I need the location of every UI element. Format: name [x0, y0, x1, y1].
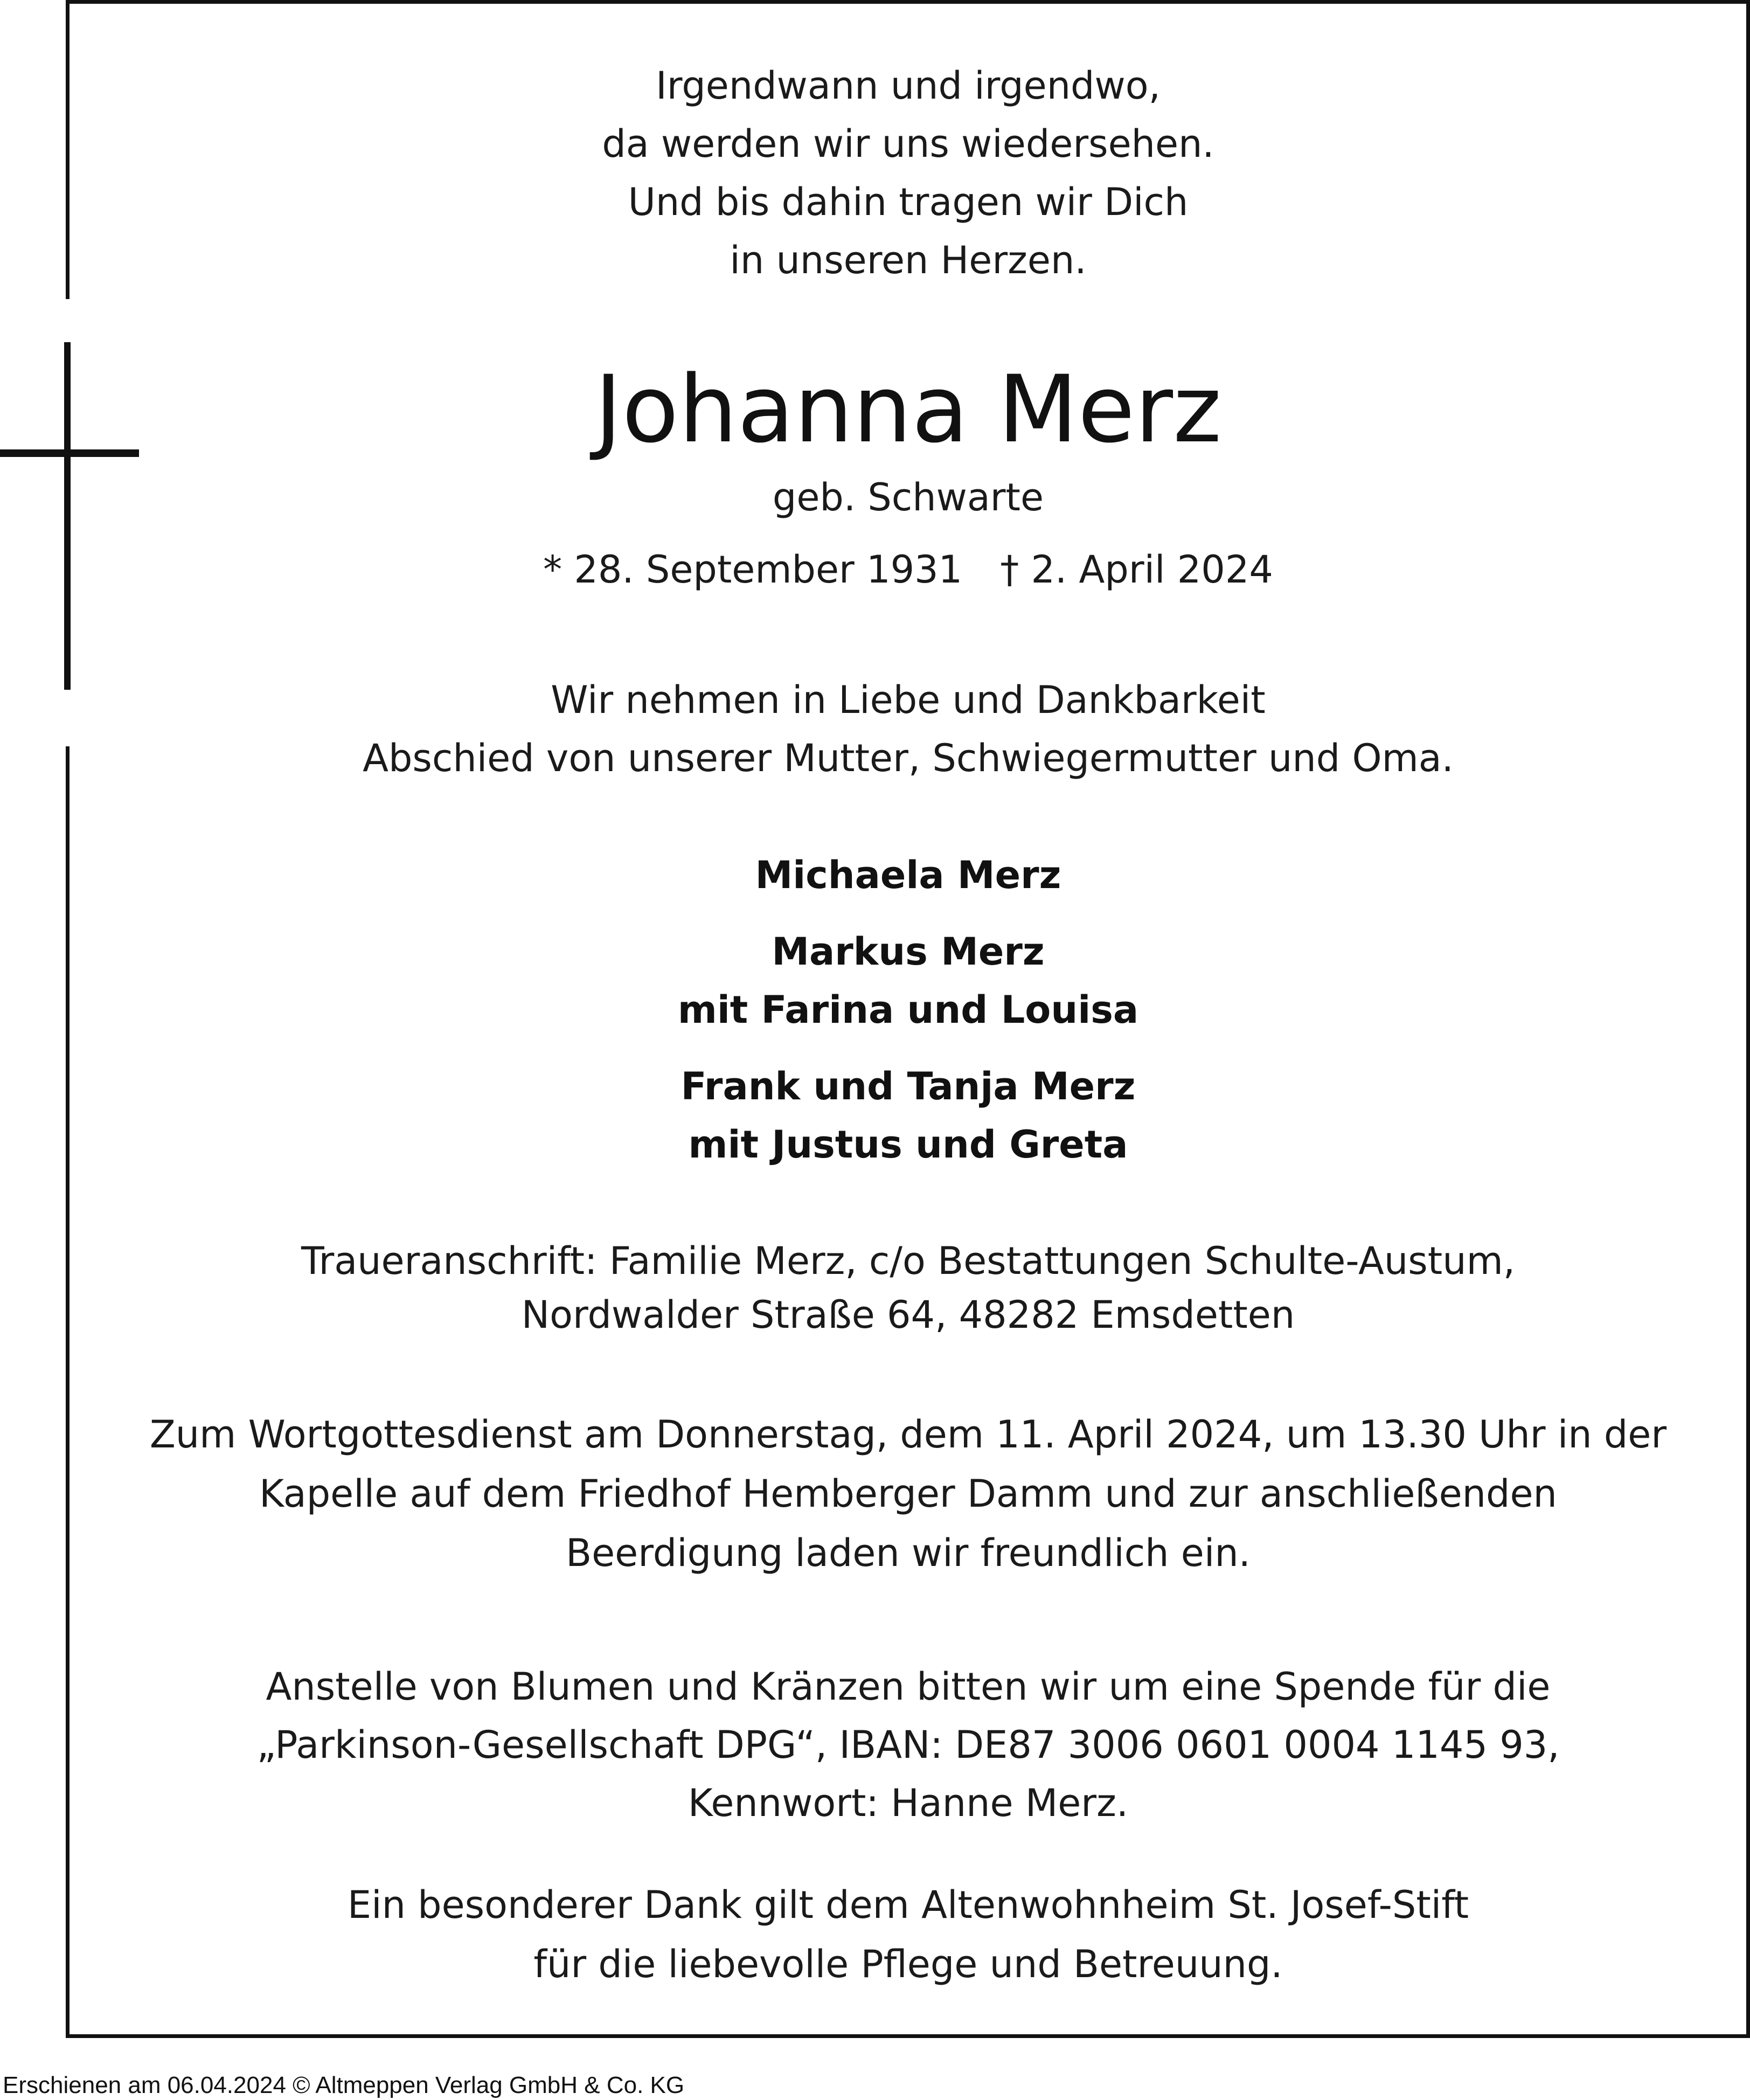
poem-line: Irgendwann und irgendwo, [656, 64, 1161, 108]
address-line: Nordwalder Straße 64, 48282 Emsdetten [521, 1293, 1295, 1337]
death-date: † 2. April 2024 [1000, 547, 1273, 592]
service-line: Zum Wortgottesdienst am Donnerstag, dem 11. April 2024, um 13.30 Uhr in der [149, 1412, 1667, 1457]
mourner-group [70, 846, 1746, 904]
donation-line: Anstelle von Blumen und Kränzen bitten wir um eine Spende für die [266, 1665, 1551, 1709]
donation-line: Kennwort: Hanne Merz. [688, 1781, 1129, 1825]
birth-date: * 28. September 1931 [543, 547, 963, 592]
service-line: Kapelle auf dem Friedhof Hemberger Damm und zur anschließenden [259, 1472, 1557, 1516]
mourning-address [70, 1234, 1746, 1342]
life-dates [70, 545, 1746, 594]
birth-name: geb. Schwarte [772, 475, 1044, 519]
donation-line: „Parkinson-Gesellschaft DPG“, IBAN: DE87 3006 0601 0004 1145 93, [256, 1723, 1560, 1767]
frame-left-border-lower [66, 746, 70, 2038]
donation-request [70, 1658, 1746, 1832]
special-thanks [70, 1875, 1746, 1994]
mourner-group [70, 1057, 1746, 1174]
service-line: Beerdigung laden wir freundlich ein. [566, 1531, 1251, 1575]
mourner-line: Frank und Tanja Merz [680, 1064, 1136, 1108]
poem-line: in unseren Herzen. [730, 238, 1087, 282]
mourner-line: Michaela Merz [755, 853, 1061, 897]
funeral-service-info [70, 1405, 1746, 1583]
thanks-line: für die liebevolle Pflege und Betreuung. [533, 1942, 1283, 1986]
mourner-line: mit Justus und Greta [688, 1122, 1128, 1167]
address-line: Traueranschrift: Familie Merz, c/o Bestattungen Schulte-Austum, [301, 1239, 1516, 1283]
deceased-name: Johanna Merz [594, 355, 1222, 463]
frame-left-border-upper [66, 0, 70, 299]
frame-bottom-border [66, 2034, 1750, 2038]
mourner-group [70, 923, 1746, 1039]
poem-line: da werden wir uns wiedersehen. [602, 122, 1214, 166]
memorial-poem [70, 57, 1746, 289]
publication-footer: Erschienen am 06.04.2024 © Altmeppen Verlag GmbH & Co. KG [3, 2072, 685, 2098]
mourner-line: mit Farina und Louisa [677, 988, 1139, 1032]
mourner-line: Markus Merz [772, 930, 1045, 974]
farewell-line: Abschied von unserer Mutter, Schwiegermutter und Oma. [363, 736, 1454, 780]
thanks-line: Ein besonderer Dank gilt dem Altenwohnheim St. Josef-Stift [347, 1883, 1469, 1927]
frame-right-border [1746, 0, 1750, 2038]
frame-top-border [66, 0, 1750, 4]
poem-line: Und bis dahin tragen wir Dich [628, 180, 1189, 224]
farewell-line: Wir nehmen in Liebe und Dankbarkeit [551, 678, 1266, 722]
farewell-text [70, 671, 1746, 787]
